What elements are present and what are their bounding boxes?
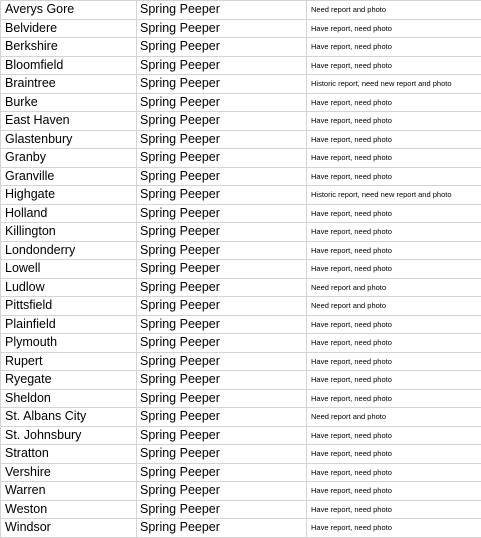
status-cell[interactable]: Have report, need photo bbox=[307, 519, 481, 538]
species-cell[interactable]: Spring Peeper bbox=[137, 93, 307, 112]
status-cell[interactable]: Have report, need photo bbox=[307, 93, 481, 112]
species-cell[interactable]: Spring Peeper bbox=[137, 389, 307, 408]
status-cell[interactable]: Have report, need photo bbox=[307, 500, 481, 519]
status-cell[interactable]: Historic report, need new report and photo bbox=[307, 186, 481, 205]
town-cell[interactable]: Granville bbox=[1, 167, 137, 186]
town-cell[interactable]: Granby bbox=[1, 149, 137, 168]
status-cell[interactable]: Have report, need photo bbox=[307, 167, 481, 186]
species-cell[interactable]: Spring Peeper bbox=[137, 167, 307, 186]
status-cell[interactable]: Have report, need photo bbox=[307, 223, 481, 242]
table-row bbox=[1, 426, 481, 445]
town-cell[interactable]: Braintree bbox=[1, 75, 137, 94]
town-cell[interactable]: East Haven bbox=[1, 112, 137, 131]
table-row bbox=[1, 1, 481, 20]
town-cell[interactable]: Averys Gore bbox=[1, 1, 137, 20]
species-cell[interactable]: Spring Peeper bbox=[137, 519, 307, 538]
town-cell[interactable]: Plymouth bbox=[1, 334, 137, 353]
species-cell[interactable]: Spring Peeper bbox=[137, 260, 307, 279]
species-cell[interactable]: Spring Peeper bbox=[137, 186, 307, 205]
table-row bbox=[1, 241, 481, 260]
town-cell[interactable]: Londonderry bbox=[1, 241, 137, 260]
status-cell[interactable]: Have report, need photo bbox=[307, 260, 481, 279]
table-row bbox=[1, 463, 481, 482]
table-row bbox=[1, 130, 481, 149]
status-cell[interactable]: Have report, need photo bbox=[307, 56, 481, 75]
status-cell[interactable]: Have report, need photo bbox=[307, 204, 481, 223]
species-cell[interactable]: Spring Peeper bbox=[137, 408, 307, 427]
species-cell[interactable]: Spring Peeper bbox=[137, 112, 307, 131]
status-cell[interactable]: Have report, need photo bbox=[307, 130, 481, 149]
species-cell[interactable]: Spring Peeper bbox=[137, 130, 307, 149]
table-row bbox=[1, 149, 481, 168]
species-cell[interactable]: Spring Peeper bbox=[137, 223, 307, 242]
table-row bbox=[1, 56, 481, 75]
table-row bbox=[1, 167, 481, 186]
species-cell[interactable]: Spring Peeper bbox=[137, 149, 307, 168]
table-row bbox=[1, 315, 481, 334]
table-row bbox=[1, 482, 481, 501]
status-cell[interactable]: Have report, need photo bbox=[307, 38, 481, 57]
species-cell[interactable]: Spring Peeper bbox=[137, 426, 307, 445]
species-cell[interactable]: Spring Peeper bbox=[137, 1, 307, 20]
table-row bbox=[1, 204, 481, 223]
town-cell[interactable]: Glastenbury bbox=[1, 130, 137, 149]
table-row bbox=[1, 334, 481, 353]
status-cell[interactable]: Have report, need photo bbox=[307, 315, 481, 334]
town-cell[interactable]: Belvidere bbox=[1, 19, 137, 38]
species-cell[interactable]: Spring Peeper bbox=[137, 352, 307, 371]
status-cell[interactable]: Need report and photo bbox=[307, 278, 481, 297]
town-cell[interactable]: St. Albans City bbox=[1, 408, 137, 427]
table-row bbox=[1, 278, 481, 297]
species-cell[interactable]: Spring Peeper bbox=[137, 75, 307, 94]
grid-body bbox=[1, 1, 481, 538]
town-cell[interactable]: Pittsfield bbox=[1, 297, 137, 316]
species-cell[interactable]: Spring Peeper bbox=[137, 297, 307, 316]
status-cell[interactable]: Have report, need photo bbox=[307, 149, 481, 168]
species-cell[interactable]: Spring Peeper bbox=[137, 56, 307, 75]
status-cell[interactable]: Have report, need photo bbox=[307, 112, 481, 131]
town-cell[interactable]: Lowell bbox=[1, 260, 137, 279]
species-cell[interactable]: Spring Peeper bbox=[137, 500, 307, 519]
status-cell[interactable]: Have report, need photo bbox=[307, 241, 481, 260]
species-cell[interactable]: Spring Peeper bbox=[137, 482, 307, 501]
table-row bbox=[1, 186, 481, 205]
town-cell[interactable]: Warren bbox=[1, 482, 137, 501]
town-cell[interactable]: Holland bbox=[1, 204, 137, 223]
status-cell[interactable]: Have report, need photo bbox=[307, 19, 481, 38]
status-cell[interactable]: Have report, need photo bbox=[307, 463, 481, 482]
table-row bbox=[1, 19, 481, 38]
town-cell[interactable]: Plainfield bbox=[1, 315, 137, 334]
town-cell[interactable]: Highgate bbox=[1, 186, 137, 205]
status-cell[interactable]: Have report, need photo bbox=[307, 389, 481, 408]
table-row bbox=[1, 371, 481, 390]
table-row bbox=[1, 112, 481, 131]
table-row bbox=[1, 445, 481, 464]
species-cell[interactable]: Spring Peeper bbox=[137, 463, 307, 482]
species-cell[interactable]: Spring Peeper bbox=[137, 241, 307, 260]
status-cell[interactable]: Have report, need photo bbox=[307, 426, 481, 445]
species-cell[interactable]: Spring Peeper bbox=[137, 204, 307, 223]
species-cell[interactable]: Spring Peeper bbox=[137, 334, 307, 353]
table-row bbox=[1, 408, 481, 427]
status-cell[interactable]: Need report and photo bbox=[307, 1, 481, 20]
status-cell[interactable]: Need report and photo bbox=[307, 408, 481, 427]
town-cell[interactable]: Ludlow bbox=[1, 278, 137, 297]
town-cell[interactable]: Windsor bbox=[1, 519, 137, 538]
species-cell[interactable]: Spring Peeper bbox=[137, 445, 307, 464]
table-row bbox=[1, 297, 481, 316]
table-row bbox=[1, 352, 481, 371]
species-cell[interactable]: Spring Peeper bbox=[137, 371, 307, 390]
town-cell[interactable]: Berkshire bbox=[1, 38, 137, 57]
status-cell[interactable]: Have report, need photo bbox=[307, 334, 481, 353]
species-cell[interactable]: Spring Peeper bbox=[137, 278, 307, 297]
status-cell[interactable]: Have report, need photo bbox=[307, 445, 481, 464]
town-cell[interactable]: St. Johnsbury bbox=[1, 426, 137, 445]
town-cell[interactable]: Stratton bbox=[1, 445, 137, 464]
town-cell[interactable]: Weston bbox=[1, 500, 137, 519]
table-row bbox=[1, 93, 481, 112]
status-cell[interactable]: Need report and photo bbox=[307, 297, 481, 316]
species-cell[interactable]: Spring Peeper bbox=[137, 38, 307, 57]
town-cell[interactable]: Killington bbox=[1, 223, 137, 242]
table-row bbox=[1, 260, 481, 279]
table-row bbox=[1, 389, 481, 408]
status-cell[interactable]: Historic report, need new report and photo bbox=[307, 75, 481, 94]
town-cell[interactable]: Sheldon bbox=[1, 389, 137, 408]
table-row bbox=[1, 223, 481, 242]
table-row bbox=[1, 500, 481, 519]
status-cell[interactable]: Have report, need photo bbox=[307, 482, 481, 501]
town-cell[interactable]: Rupert bbox=[1, 352, 137, 371]
town-cell[interactable]: Ryegate bbox=[1, 371, 137, 390]
status-cell[interactable]: Have report, need photo bbox=[307, 352, 481, 371]
table-row bbox=[1, 38, 481, 57]
species-cell[interactable]: Spring Peeper bbox=[137, 315, 307, 334]
status-cell[interactable]: Have report, need photo bbox=[307, 371, 481, 390]
table-row bbox=[1, 519, 481, 538]
town-cell[interactable]: Bloomfield bbox=[1, 56, 137, 75]
species-cell[interactable]: Spring Peeper bbox=[137, 19, 307, 38]
table-row bbox=[1, 75, 481, 94]
town-cell[interactable]: Vershire bbox=[1, 463, 137, 482]
town-cell[interactable]: Burke bbox=[1, 93, 137, 112]
